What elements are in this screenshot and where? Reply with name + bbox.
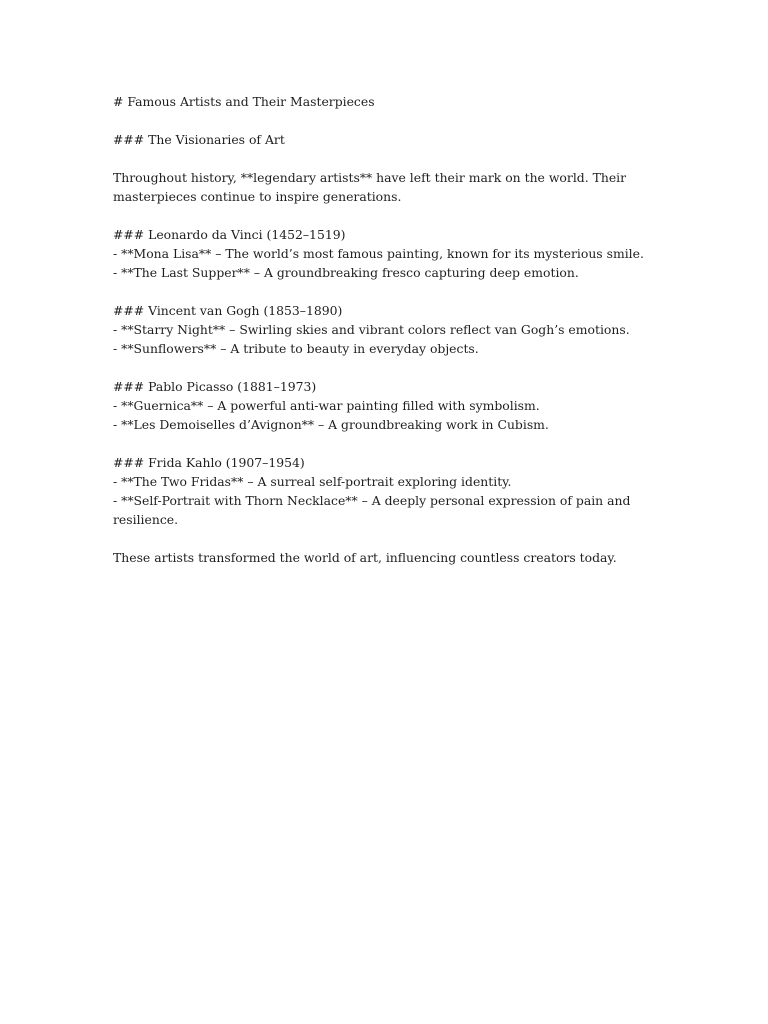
list-item: - **Mona Lisa** – The world’s most famous painting, known for its mysterious smile. [113,246,644,261]
list-item: - **Guernica** – A powerful anti-war painting filled with symbolism. [113,398,540,413]
list-item: - **The Last Supper** – A groundbreaking fresco capturing deep emotion. [113,265,579,280]
section-heading: ### Vincent van Gogh (1853–1890) [113,303,343,318]
intro-paragraph [113,168,633,206]
document-subtitle: ### The Visionaries of Art [113,132,285,147]
list-item: - **Starry Night** – Swirling skies and vibrant colors reflect van Gogh’s emotions. [113,322,630,337]
blank-line [113,111,633,130]
blank-line [113,358,633,377]
section-picasso [113,377,633,434]
list-item: - **Les Demoiselles d’Avignon** – A groundbreaking work in Cubism. [113,417,549,432]
blank-line [113,434,633,453]
section-kahlo [113,453,633,529]
section-heading: ### Frida Kahlo (1907–1954) [113,455,305,470]
section-leonardo [113,225,644,282]
section-heading: ### Leonardo da Vinci (1452–1519) [113,227,346,242]
intro-line: masterpieces continue to inspire generations. [113,189,402,204]
list-item: - **Self-Portrait with Thorn Necklace** – A deeply personal expression of pain and [113,493,631,508]
intro-line: Throughout history, **legendary artists** have left their mark on the world. Their [113,170,627,185]
section-heading: ### Pablo Picasso (1881–1973) [113,379,317,394]
blank-line [113,282,633,301]
list-item: - **Sunflowers** – A tribute to beauty in everyday objects. [113,341,479,356]
conclusion-paragraph: These artists transformed the world of art, influencing countless creators today. [113,550,617,565]
document-body [113,92,644,567]
blank-line [113,206,633,225]
blank-line [113,529,633,548]
list-item: - **The Two Fridas** – A surreal self-portrait exploring identity. [113,474,512,489]
document-title: # Famous Artists and Their Masterpieces [113,94,375,109]
list-item-continuation: resilience. [113,512,179,527]
section-van-gogh [113,301,633,358]
blank-line [113,149,633,168]
